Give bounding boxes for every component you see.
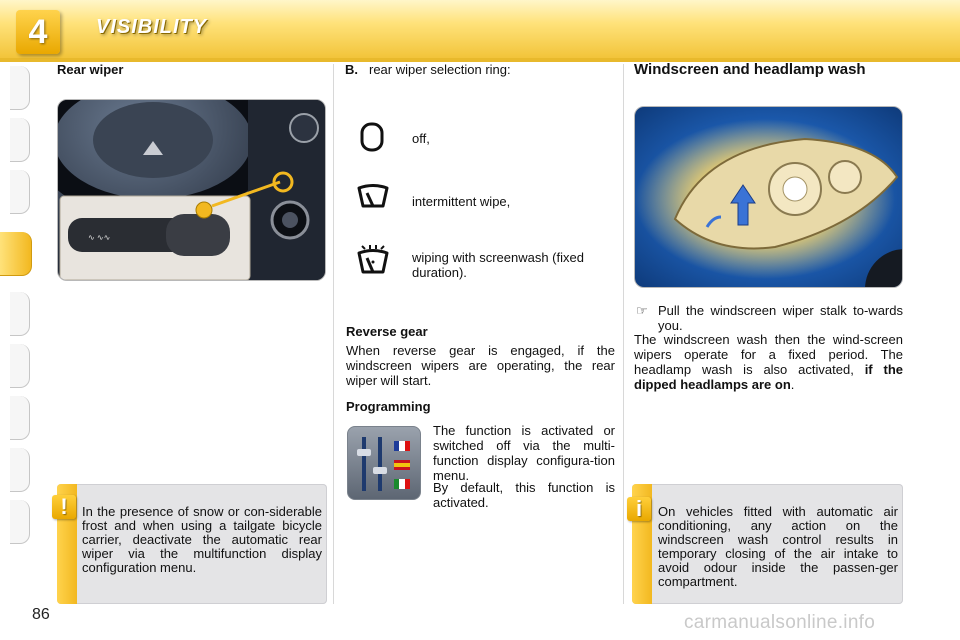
pull-instruction: Pull the windscreen wiper stalk to-wards you. bbox=[658, 303, 903, 333]
mode-screenwash-text: wiping with screenwash (fixed duration). bbox=[412, 250, 584, 280]
wash-description: The windscreen wash then the wind-screen wipers operate for a fixed period. The headlamp wash is also activated, if the dipped headlamps are on. bbox=[634, 332, 903, 392]
chapter-number-badge: 4 bbox=[16, 10, 60, 54]
configuration-menu-icon bbox=[347, 426, 421, 500]
info-icon: i bbox=[627, 497, 651, 521]
chapter-tab[interactable] bbox=[10, 344, 30, 388]
chapter-tab[interactable] bbox=[10, 500, 30, 544]
chapter-tabs bbox=[0, 66, 34, 576]
reverse-gear-text: When reverse gear is engaged, if the windscreen wipers are operating, the rear wiper will start. bbox=[346, 343, 615, 388]
wiper-intermittent-icon bbox=[356, 184, 390, 214]
programming-heading: Programming bbox=[346, 399, 431, 414]
chapter-tab[interactable] bbox=[10, 448, 30, 492]
warning-icon: ! bbox=[52, 495, 76, 519]
selection-ring-text: rear wiper selection ring: bbox=[369, 62, 511, 77]
steering-stalk-photo bbox=[57, 99, 326, 281]
wiper-off-icon bbox=[358, 122, 386, 152]
chapter-tab[interactable] bbox=[10, 170, 30, 214]
programming-text-2: By default, this function is activated. bbox=[433, 480, 615, 510]
chapter-tab[interactable] bbox=[10, 292, 30, 336]
windscreen-wash-heading: Windscreen and headlamp wash bbox=[634, 61, 866, 78]
page-number: 86 bbox=[32, 606, 50, 623]
chapter-tab[interactable] bbox=[10, 118, 30, 162]
info-note-text: On vehicles fitted with automatic air conditioning, any action on the windscreen wash control results in temporary closing of the air intake to avoid odour inside the passen-ger compartment. bbox=[658, 504, 898, 589]
chapter-tab[interactable] bbox=[10, 396, 30, 440]
wiper-screenwash-icon bbox=[356, 244, 390, 280]
mode-off-text: off, bbox=[412, 131, 430, 146]
mode-intermittent-text: intermittent wipe, bbox=[412, 194, 511, 209]
interior-illustration bbox=[58, 100, 326, 281]
headlamp-illustration bbox=[635, 107, 903, 288]
warning-note-text: In the presence of snow or con-siderable frost and when using a tailgate bicycle carrier, deactivate the automatic rear wiper via the multifunction display configuration menu. bbox=[82, 504, 322, 575]
column-divider bbox=[333, 64, 334, 604]
reverse-gear-heading: Reverse gear bbox=[346, 324, 428, 339]
chapter-title: VISIBILITY bbox=[96, 16, 208, 38]
chapter-tab[interactable] bbox=[10, 66, 30, 110]
headlamp-photo bbox=[634, 106, 903, 288]
watermark: carmanualsonline.info bbox=[684, 612, 876, 633]
rear-wiper-heading: Rear wiper bbox=[57, 62, 124, 77]
chapter-tab-active[interactable] bbox=[0, 232, 32, 276]
svg-text:∿ ∿∿: ∿ ∿∿ bbox=[88, 233, 111, 242]
pull-bullet-icon: ☞ bbox=[636, 303, 648, 318]
wash-condition: if the dipped headlamps are on bbox=[634, 362, 903, 392]
column-divider bbox=[623, 64, 624, 604]
programming-text-1: The function is activated or switched off via the multi-function display configura-tion menu. bbox=[433, 423, 615, 483]
label-b: B. bbox=[345, 62, 358, 77]
